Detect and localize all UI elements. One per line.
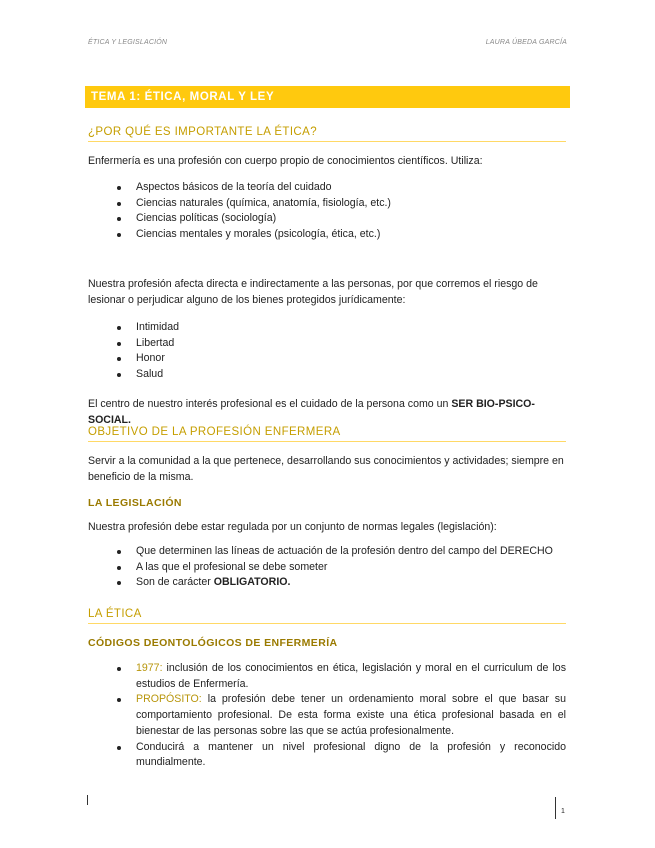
list-item (96, 575, 566, 591)
header-left: ÉTICA Y LEGISLACIÓN (88, 39, 168, 46)
list-item: Ciencias naturales (química, anatomía, fisiología, etc.) (96, 196, 566, 212)
label: PROPÓSITO: (136, 693, 202, 706)
paragraph: Nuestra profesión debe estar regulada por un conjunto de normas legales (legislación): (88, 521, 497, 533)
section-heading: ¿POR QUÉ ES IMPORTANTE LA ÉTICA? (88, 126, 566, 142)
page-number: 1 (561, 808, 565, 815)
section-heading: OBJETIVO DE LA PROFESIÓN ENFERMERA (88, 426, 566, 442)
section-heading: LA ÉTICA (88, 608, 566, 624)
list-item: Salud (96, 367, 566, 383)
paragraph: Nuestra profesión afecta directa e indirectamente a las personas, por que corremos el riesgo de lesionar o perjudicar alguno de los bienes protegidos jurídicamente: (88, 278, 538, 306)
list-item: Ciencias políticas (sociología) (96, 211, 566, 227)
paragraph (88, 396, 566, 428)
subheading: LA LEGISLACIÓN (88, 497, 182, 509)
bold-text: SER BIO-PSICO-SOCIAL. (88, 398, 535, 426)
footer-divider (555, 797, 556, 819)
list-item: Que determinen las líneas de actuación de la profesión dentro del campo del DERECHO (96, 544, 566, 560)
paragraph: Enfermería es una profesión con cuerpo propio de conocimientos científicos. Utiliza: (88, 155, 483, 167)
text: Son de carácter (136, 576, 214, 589)
text: inclusión de los conocimientos en ética, legislación y moral en el curriculum de los estudios de Enfermería. (136, 662, 566, 690)
list-item: Conducirá a mantener un nivel profesional digno de la profesión y reconocido mundialmente. (96, 740, 566, 771)
paragraph: Servir a la comunidad a la que pertenece, desarrollando sus conocimientos y actividades; siempre en beneficio de la misma. (88, 455, 564, 483)
page-title: TEMA 1: ÉTICA, MORAL Y LEY (91, 91, 275, 103)
text: El centro de nuestro interés profesional es el cuidado de la persona como un (88, 398, 452, 410)
list-item: Aspectos básicos de la teoría del cuidado (96, 180, 566, 196)
subheading: CÓDIGOS DEONTOLÓGICOS DE ENFERMERÍA (88, 637, 338, 649)
list-item (96, 661, 566, 692)
bullet-list (96, 544, 566, 591)
bullet-list (96, 320, 566, 383)
list-item: A las que el profesional se debe someter (96, 560, 566, 576)
label: 1977: (136, 662, 163, 674)
header-right: LAURA ÚBEDA GARCÍA (485, 39, 567, 46)
title-banner (85, 86, 570, 108)
list-item: Honor (96, 351, 566, 367)
list-item: Ciencias mentales y morales (psicología, ética, etc.) (96, 227, 566, 243)
text: la profesión debe tener un ordenamiento moral sobre el que basar su comportamiento profesional. De esta forma existe una ética profesional basada en el bienestar de las personas sobre las que se actúa profesionalmente. (136, 693, 566, 737)
bold-text: OBLIGATORIO. (213, 576, 291, 589)
footer-divider (87, 795, 88, 805)
list-item: Libertad (96, 336, 566, 352)
bullet-list (96, 180, 566, 243)
bullet-list (96, 661, 566, 771)
list-item (96, 692, 566, 739)
list-item: Intimidad (96, 320, 566, 336)
